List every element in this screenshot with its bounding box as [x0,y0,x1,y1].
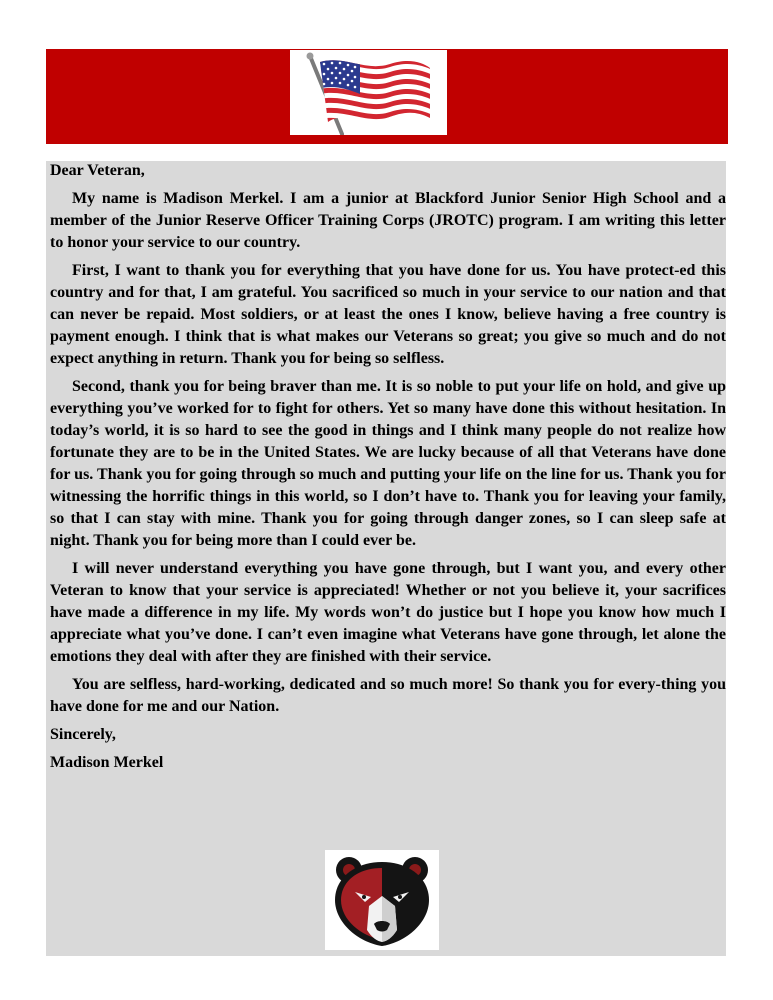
signature: Madison Merkel [50,754,164,771]
paragraph-first: First, I want to thank you for everything that you have done for us. You have protect-ed this country and for that, I am grateful. You sacrificed so much in your service to our nation and that can never be repaid. Most soldiers, or at least the ones I know, believe having a free country is payment enough. I think that is what makes our Veterans so great; you give so much and do not expect anything in return. Thank you for being so selfless. [50,262,726,367]
american-flag-icon [290,50,447,135]
paragraph-second: Second, thank you for being braver than me. It is so noble to put your life on hold, and give up everything you’ve worked for to fight for others. Yet so many have done this without hesitation. In today’s world, it is so hard to see the good in things and I think many people do not realize how fortunate they are to be in the United States. We are lucky because of all that Veterans have done for us. Thank you for going through so much and putting your life on the line for us. Thank you for witnessing the horrific things in this world, so I don’t have to. Thank you for leaving your family, so that I can stay with mine. Thank you for going through danger zones, so I can sleep safe at night. Thank you for being more than I could ever be. [50,378,726,549]
letter-body [50,160,726,780]
paragraph-closing-thanks: You are selfless, hard-working, dedicated and so much more! So thank you for every-thing you have done for me and our Nation. [50,676,726,715]
bear-mascot-icon [325,850,439,950]
greeting: Dear Veteran, [50,162,145,179]
paragraph-intro: My name is Madison Merkel. I am a junior at Blackford Junior Senior High School and a member of the Junior Reserve Officer Training Corps (JROTC) program. I am writing this letter to honor your service to our country. [50,190,726,251]
closing: Sincerely, [50,726,116,743]
paragraph-appreciation: I will never understand everything you have gone through, but I want you, and every other Veteran to know that your service is appreciated! Whether or not you believe it, your sacrifices have made a difference in my life. My words won’t do justice but I hope you know how much I appreciate what you’ve done. I can’t even imagine what Veterans have gone through, let alone the emotions they deal with after they are finished with their service. [50,560,726,665]
